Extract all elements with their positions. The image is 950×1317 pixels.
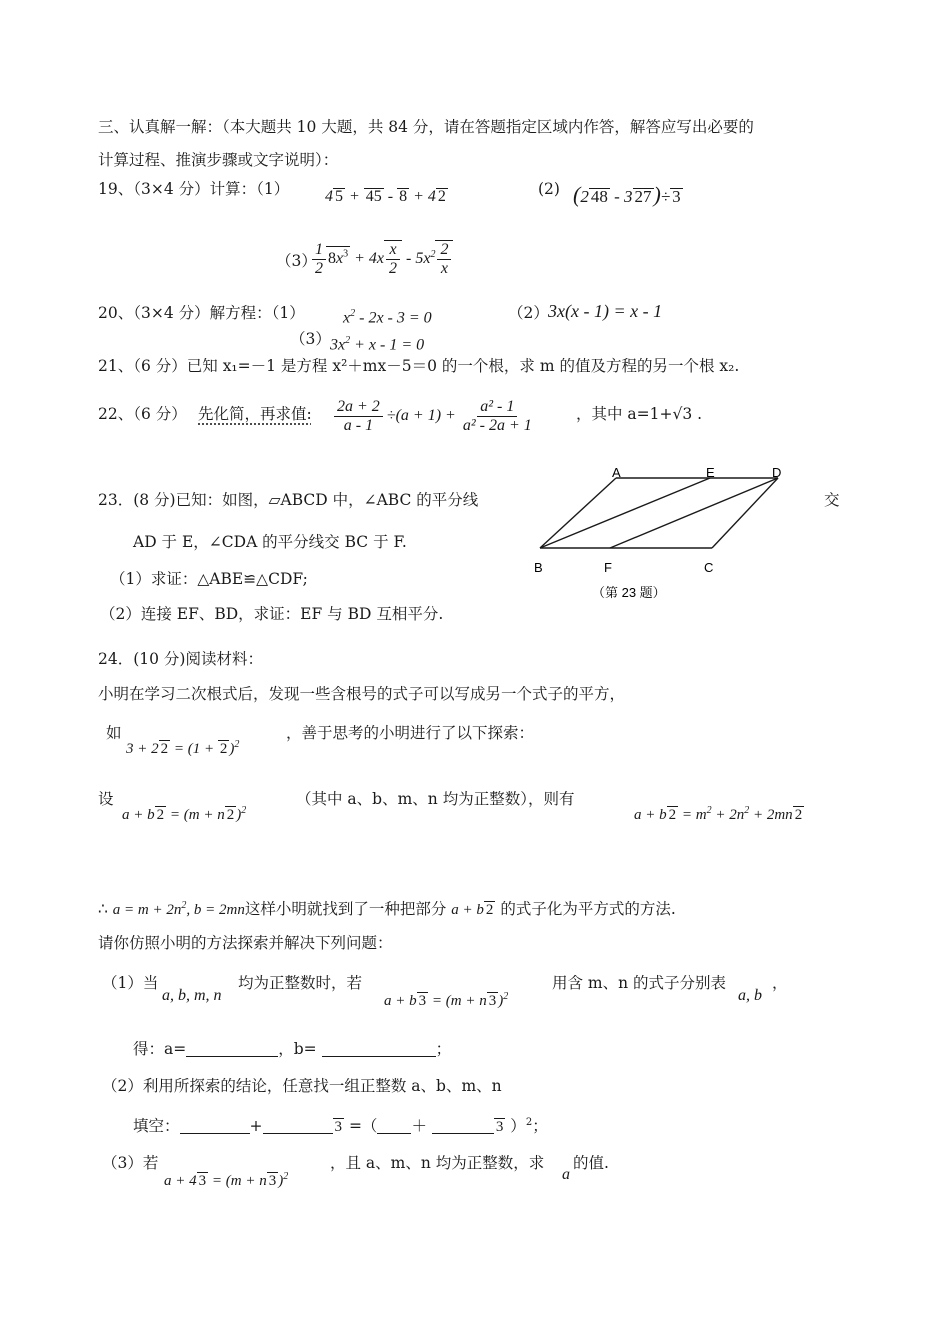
q22-frac2-den: a² - 2a + 1 (462, 417, 532, 434)
label-c: C (704, 560, 714, 575)
q23-part2: （2）连接 EF、BD，求证：EF 与 BD 互相平分. (100, 605, 444, 623)
q24-p3-var: a (562, 1166, 570, 1183)
q22-expression (334, 398, 535, 442)
q24-example-post: ，善于思考的小明进行了以下探索： (286, 724, 535, 742)
q24-p2-fill: 填空： + 3 =（ ＋ 3 ）$^2$； (133, 1117, 548, 1136)
q24-therefore: ∴ $a = m + 2n^2$, b = 2mn这样小明就找到了一种把部分 a + b 2 的式子化为平方式的方法. (98, 900, 676, 918)
fill-blank-4[interactable] (432, 1117, 494, 1134)
q22-label: 22、（6 分） (98, 405, 187, 423)
q24-p3-end: 的值. (573, 1154, 609, 1172)
q19-part2-label: (2) (538, 180, 560, 198)
q24-intro: 小明在学习二次根式后，发现一些含根号的式子可以写成另一个式子的平方， (98, 685, 626, 703)
answer-b-blank[interactable] (322, 1040, 436, 1057)
q19-part3-label: （3） (276, 252, 317, 270)
q24-set-result: a + b $2 = m^2 + 2n^2 + 2mn$ 2 (634, 805, 803, 823)
answer-a-blank[interactable] (186, 1040, 278, 1057)
q24-p1-vars: a, b, m, n (162, 987, 222, 1004)
q19-part2-expr: (2 48 - 3 27)÷ 3 (573, 182, 681, 207)
segment-be (540, 478, 710, 548)
q23-figure (520, 462, 780, 612)
q24-example-pre: 如 (106, 724, 122, 742)
q20-part3-label: （3） (290, 330, 331, 348)
section-header-line1: 三、认真解一解：（本大题共 10 大题，共 84 分，请在答题指定区域内作答，解答应写出必要的 (98, 118, 754, 136)
q22-tail: ，其中 a=1+√3 . (576, 405, 703, 423)
q24-p1-a: （1）当 (102, 974, 159, 992)
q24-p3-expr: a + 4 3 = (m + n 3 )$^2$ (164, 1171, 289, 1189)
q24-p3-b: ，且 a、m、n 均为正整数，求 (330, 1154, 545, 1172)
q24-set-expr: a + b 2 = (m + n 2 )$^2$ (122, 805, 247, 823)
q20-part3-expr: $3x^2 + x - 1 = 0$ (330, 335, 425, 354)
segment-fd (610, 478, 778, 548)
fill-label: 填空： (133, 1117, 180, 1136)
q22-mid: ÷(a + 1) + (386, 407, 456, 425)
q23-line1: 23．(8 分)已知：如图，▱ABCD 中，∠ABC 的平分线 (98, 491, 479, 509)
label-f: F (604, 560, 612, 575)
q22-instruction: 先化简，再求值: (198, 405, 312, 423)
label-a: A (612, 465, 621, 480)
q19-label: 19、（3×4 分）计算：（1） (98, 180, 290, 198)
label-d: D (772, 465, 782, 480)
q24-p1-answer (133, 1038, 451, 1060)
q24-p1-expr: a + b 3 = (m + n 3 )$^2$ (384, 991, 509, 1009)
q24-example-expr: 3 + 2 2 = (1 + 2 )$^2$ (126, 739, 240, 757)
section-header-line2: 计算过程、推演步骤或文字说明）： (98, 151, 339, 169)
q24-p2-text: （2）利用所探索的结论，任意找一组正整数 a、b、m、n (102, 1077, 502, 1095)
fill-blank-2[interactable] (263, 1117, 333, 1134)
q21-text: 21、（6 分）已知 x₁=－1 是方程 x²＋mx－5＝0 的一个根，求 m 的值及方程的另一个根 x₂. (98, 357, 740, 375)
q23-line1-end: 交 (824, 491, 840, 509)
q24-title: 24．(10 分)阅读材料： (98, 650, 263, 668)
side-ab (540, 478, 616, 548)
fill-blank-1[interactable] (180, 1117, 250, 1134)
q20-part2-expr: 3x(x - 1) = x - 1 (548, 301, 663, 321)
q24-p1-c: 用含 m、n 的式子分别表 (552, 974, 727, 992)
q24-set-pre: 设 (98, 790, 114, 808)
figure-caption: （第 23 题） (592, 585, 666, 600)
answer-a-label: 得：a= (133, 1040, 187, 1058)
q24-p3-a: （3）若 (102, 1154, 159, 1172)
q24-set-mid: （其中 a、b、m、n 均为正整数），则有 (296, 790, 575, 808)
q19-part3-expr: $\frac{1}{2}$ $8x^3 + 4x$ $\frac{x}{2}$ - $5x^2$ $\frac{2}{x}$ (312, 240, 453, 284)
side-dc (712, 478, 778, 548)
q24-ask: 请你仿照小明的方法探索并解决下列问题： (98, 934, 393, 952)
fill-blank-3[interactable] (377, 1117, 411, 1134)
q19-part1-expr: 4 5 + 45 - 8 + 4 2 (325, 188, 446, 205)
q24-p1-end: ， (772, 974, 788, 992)
q23-line2: AD 于 E，∠CDA 的平分线交 BC 于 F. (133, 533, 407, 551)
q20-part2-label: （2） (508, 304, 549, 322)
q20-label: 20、（3×4 分）解方程：（1） (98, 304, 305, 322)
label-b: B (534, 560, 543, 575)
q23-part1: （1）求证：△ABE≌△CDF; (110, 570, 308, 588)
answer-end: ； (435, 1040, 452, 1058)
answer-b-label: ，b= (278, 1040, 317, 1058)
label-e: E (706, 465, 715, 480)
q22-frac1-num: 2a + 2 (334, 398, 383, 417)
q24-p1-ab: a, b (738, 987, 762, 1004)
q22-frac2-num: a² - 1 (477, 398, 517, 417)
q22-frac1-den: a - 1 (343, 417, 374, 434)
q24-p1-b: 均为正整数时，若 (238, 974, 363, 992)
q20-part1-expr: $x^2 - 2x - 3 = 0$ (343, 308, 432, 327)
